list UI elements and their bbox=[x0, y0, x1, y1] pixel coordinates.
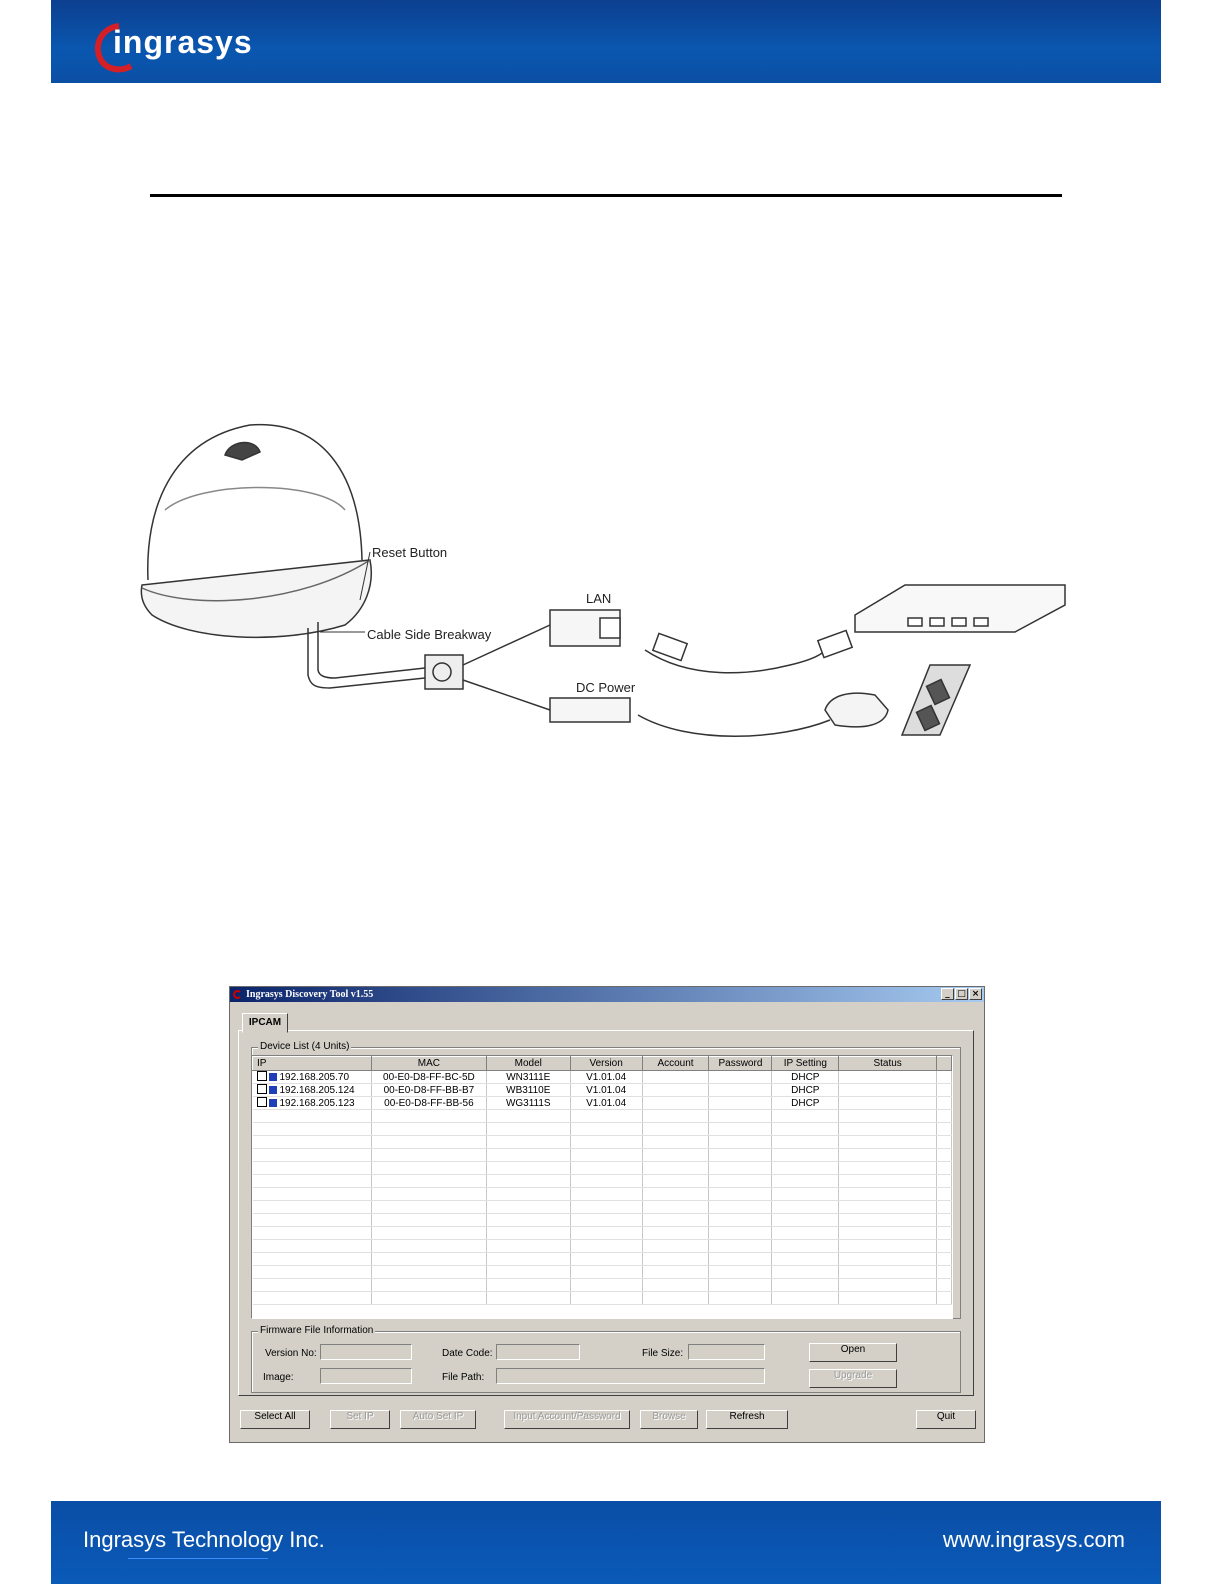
column-header-version[interactable]: Version bbox=[570, 1057, 642, 1071]
empty-cell bbox=[772, 1149, 839, 1162]
empty-cell bbox=[570, 1123, 642, 1136]
image-field[interactable] bbox=[320, 1368, 412, 1384]
empty-cell bbox=[709, 1240, 772, 1253]
empty-cell bbox=[936, 1084, 951, 1097]
empty-cell bbox=[253, 1110, 372, 1123]
cable-breakway-label: Cable Side Breakway bbox=[367, 627, 492, 642]
empty-cell bbox=[486, 1123, 570, 1136]
company-name: Ingrasys Technology Inc. bbox=[83, 1527, 325, 1552]
empty-cell bbox=[371, 1266, 486, 1279]
empty-cell bbox=[709, 1123, 772, 1136]
input-account-password-button[interactable]: Input Account/Password bbox=[504, 1410, 630, 1429]
firmware-group bbox=[251, 1325, 961, 1393]
empty-cell bbox=[936, 1123, 951, 1136]
browse-button[interactable]: Browse bbox=[640, 1410, 698, 1429]
empty-cell bbox=[772, 1266, 839, 1279]
empty-cell bbox=[253, 1227, 372, 1240]
empty-cell bbox=[709, 1227, 772, 1240]
table-row[interactable] bbox=[253, 1175, 952, 1188]
empty-cell bbox=[253, 1266, 372, 1279]
empty-cell bbox=[709, 1136, 772, 1149]
select-all-button[interactable]: Select All bbox=[240, 1410, 310, 1429]
empty-cell bbox=[253, 1162, 372, 1175]
empty-cell bbox=[253, 1188, 372, 1201]
version-no-label: Version No: bbox=[265, 1348, 317, 1359]
empty-cell bbox=[642, 1123, 709, 1136]
firmware-group-label: Firmware File Information bbox=[260, 1325, 374, 1336]
empty-cell bbox=[936, 1266, 951, 1279]
refresh-button[interactable]: Refresh bbox=[706, 1410, 788, 1429]
empty-cell bbox=[570, 1162, 642, 1175]
empty-cell bbox=[253, 1279, 372, 1292]
empty-cell bbox=[709, 1279, 772, 1292]
power-adapter-icon bbox=[825, 693, 888, 727]
table-row[interactable] bbox=[253, 1214, 952, 1227]
row-checkbox[interactable] bbox=[257, 1084, 267, 1094]
table-cell bbox=[709, 1071, 772, 1084]
table-row[interactable] bbox=[253, 1084, 952, 1097]
empty-cell bbox=[486, 1110, 570, 1123]
empty-cell bbox=[570, 1188, 642, 1201]
device-icon bbox=[269, 1073, 277, 1081]
empty-cell bbox=[839, 1123, 937, 1136]
device-icon bbox=[269, 1099, 277, 1107]
empty-cell bbox=[642, 1149, 709, 1162]
empty-cell bbox=[253, 1201, 372, 1214]
empty-cell bbox=[371, 1214, 486, 1227]
table-row[interactable] bbox=[253, 1266, 952, 1279]
empty-cell bbox=[371, 1123, 486, 1136]
network-switch-icon bbox=[855, 585, 1065, 632]
empty-cell bbox=[936, 1292, 951, 1305]
empty-cell bbox=[839, 1136, 937, 1149]
open-button[interactable]: Open bbox=[809, 1343, 897, 1362]
table-cell bbox=[709, 1097, 772, 1110]
device-ip-cell bbox=[253, 1084, 372, 1097]
table-row[interactable] bbox=[253, 1097, 952, 1110]
file-size-field[interactable] bbox=[688, 1344, 765, 1360]
empty-cell bbox=[772, 1253, 839, 1266]
empty-cell bbox=[839, 1227, 937, 1240]
empty-cell bbox=[371, 1279, 486, 1292]
empty-cell bbox=[486, 1227, 570, 1240]
empty-cell bbox=[642, 1188, 709, 1201]
empty-cell bbox=[772, 1162, 839, 1175]
table-header bbox=[253, 1057, 952, 1071]
table-row[interactable] bbox=[253, 1136, 952, 1149]
empty-cell bbox=[371, 1253, 486, 1266]
empty-cell bbox=[642, 1162, 709, 1175]
table-cell: 00-E0-D8-FF-BB-56 bbox=[371, 1097, 486, 1110]
empty-cell bbox=[642, 1214, 709, 1227]
table-cell bbox=[839, 1071, 937, 1084]
empty-cell bbox=[486, 1292, 570, 1305]
empty-cell bbox=[709, 1253, 772, 1266]
device-list bbox=[251, 1055, 953, 1319]
empty-cell bbox=[839, 1110, 937, 1123]
empty-cell bbox=[772, 1279, 839, 1292]
device-ip-cell bbox=[253, 1071, 372, 1084]
empty-cell bbox=[570, 1279, 642, 1292]
empty-cell bbox=[371, 1162, 486, 1175]
device-ip: 192.168.205.123 bbox=[279, 1098, 355, 1109]
image-label: Image: bbox=[263, 1372, 294, 1383]
empty-cell bbox=[486, 1149, 570, 1162]
empty-cell bbox=[570, 1201, 642, 1214]
empty-cell bbox=[839, 1279, 937, 1292]
lan-label: LAN bbox=[586, 591, 612, 606]
device-icon bbox=[269, 1086, 277, 1094]
column-header-account[interactable]: Account bbox=[642, 1057, 709, 1071]
table-row[interactable] bbox=[253, 1162, 952, 1175]
page-header bbox=[51, 0, 1161, 83]
empty-cell bbox=[936, 1149, 951, 1162]
section-divider bbox=[150, 194, 1062, 197]
device-ip-cell bbox=[253, 1097, 372, 1110]
empty-cell bbox=[642, 1266, 709, 1279]
set-ip-button[interactable]: Set IP bbox=[330, 1410, 390, 1429]
empty-cell bbox=[570, 1240, 642, 1253]
empty-cell bbox=[253, 1214, 372, 1227]
table-cell: WG3111S bbox=[486, 1097, 570, 1110]
empty-cell bbox=[570, 1136, 642, 1149]
table-cell: DHCP bbox=[772, 1097, 839, 1110]
empty-cell bbox=[839, 1188, 937, 1201]
empty-cell bbox=[486, 1240, 570, 1253]
empty-cell bbox=[772, 1136, 839, 1149]
table-row[interactable] bbox=[253, 1240, 952, 1253]
empty-cell bbox=[709, 1292, 772, 1305]
page-footer bbox=[51, 1501, 1161, 1584]
minimize-button[interactable]: _ bbox=[941, 988, 954, 1000]
empty-cell bbox=[371, 1227, 486, 1240]
empty-cell bbox=[253, 1175, 372, 1188]
device-ip: 192.168.205.70 bbox=[279, 1072, 350, 1083]
empty-cell bbox=[709, 1162, 772, 1175]
auto-set-ip-button[interactable]: Auto Set IP bbox=[400, 1410, 476, 1429]
date-code-field[interactable] bbox=[496, 1344, 580, 1360]
empty-cell bbox=[772, 1123, 839, 1136]
upgrade-button[interactable]: Upgrade bbox=[809, 1369, 897, 1388]
empty-cell bbox=[371, 1175, 486, 1188]
empty-cell bbox=[936, 1097, 951, 1110]
empty-cell bbox=[253, 1292, 372, 1305]
empty-cell bbox=[570, 1149, 642, 1162]
empty-cell bbox=[570, 1292, 642, 1305]
empty-cell bbox=[936, 1110, 951, 1123]
table-cell: DHCP bbox=[772, 1084, 839, 1097]
empty-cell bbox=[936, 1253, 951, 1266]
empty-cell bbox=[772, 1214, 839, 1227]
empty-cell bbox=[839, 1162, 937, 1175]
empty-cell bbox=[486, 1201, 570, 1214]
table-row[interactable] bbox=[253, 1253, 952, 1266]
empty-cell bbox=[486, 1253, 570, 1266]
empty-cell bbox=[936, 1162, 951, 1175]
table-cell: V1.01.04 bbox=[570, 1097, 642, 1110]
discovery-tool-window bbox=[229, 986, 985, 1443]
table-cell: WB3110E bbox=[486, 1084, 570, 1097]
empty-cell bbox=[253, 1123, 372, 1136]
empty-cell bbox=[936, 1279, 951, 1292]
empty-cell bbox=[371, 1201, 486, 1214]
tab-ipcam[interactable]: IPCAM bbox=[242, 1013, 288, 1033]
table-row[interactable] bbox=[253, 1110, 952, 1123]
empty-cell bbox=[839, 1266, 937, 1279]
empty-cell bbox=[936, 1188, 951, 1201]
empty-cell bbox=[839, 1201, 937, 1214]
column-header-model[interactable]: Model bbox=[486, 1057, 570, 1071]
empty-cell bbox=[371, 1149, 486, 1162]
empty-cell bbox=[709, 1149, 772, 1162]
empty-cell bbox=[642, 1110, 709, 1123]
empty-cell bbox=[839, 1240, 937, 1253]
empty-cell bbox=[486, 1188, 570, 1201]
empty-cell bbox=[570, 1227, 642, 1240]
table-cell bbox=[709, 1084, 772, 1097]
empty-cell bbox=[936, 1227, 951, 1240]
dome-camera-icon bbox=[141, 425, 371, 638]
table-cell bbox=[839, 1084, 937, 1097]
empty-cell bbox=[709, 1188, 772, 1201]
device-ip: 192.168.205.124 bbox=[279, 1085, 355, 1096]
empty-cell bbox=[642, 1201, 709, 1214]
brand-logo bbox=[91, 18, 321, 76]
empty-cell bbox=[486, 1279, 570, 1292]
close-button[interactable]: × bbox=[969, 988, 982, 1000]
file-path-label: File Path: bbox=[442, 1372, 485, 1383]
empty-cell bbox=[839, 1253, 937, 1266]
empty-cell bbox=[936, 1175, 951, 1188]
empty-cell bbox=[772, 1188, 839, 1201]
dc-power-label: DC Power bbox=[576, 680, 636, 695]
empty-cell bbox=[772, 1227, 839, 1240]
version-no-field[interactable] bbox=[320, 1344, 412, 1360]
row-checkbox[interactable] bbox=[257, 1071, 267, 1081]
empty-cell bbox=[709, 1266, 772, 1279]
column-header-mac[interactable]: MAC bbox=[371, 1057, 486, 1071]
empty-cell bbox=[936, 1071, 951, 1084]
table-cell: 00-E0-D8-FF-BC-5D bbox=[371, 1071, 486, 1084]
empty-cell bbox=[709, 1175, 772, 1188]
column-header-spacer bbox=[936, 1057, 951, 1071]
empty-cell bbox=[253, 1136, 372, 1149]
empty-cell bbox=[371, 1110, 486, 1123]
empty-cell bbox=[936, 1201, 951, 1214]
empty-cell bbox=[371, 1188, 486, 1201]
reset-button-label: Reset Button bbox=[372, 545, 448, 560]
device-table bbox=[252, 1056, 952, 1305]
empty-cell bbox=[371, 1136, 486, 1149]
table-cell: 00-E0-D8-FF-BB-B7 bbox=[371, 1084, 486, 1097]
date-code-label: Date Code: bbox=[442, 1348, 493, 1359]
column-header-password[interactable]: Password bbox=[709, 1057, 772, 1071]
empty-cell bbox=[642, 1279, 709, 1292]
empty-cell bbox=[486, 1136, 570, 1149]
table-row[interactable] bbox=[253, 1292, 952, 1305]
empty-cell bbox=[772, 1292, 839, 1305]
quit-button[interactable]: Quit bbox=[916, 1410, 976, 1429]
column-header-status[interactable]: Status bbox=[839, 1057, 937, 1071]
empty-cell bbox=[936, 1136, 951, 1149]
empty-cell bbox=[486, 1175, 570, 1188]
empty-cell bbox=[772, 1110, 839, 1123]
empty-cell bbox=[253, 1253, 372, 1266]
link-underline bbox=[128, 1558, 268, 1559]
empty-cell bbox=[371, 1240, 486, 1253]
empty-cell bbox=[839, 1175, 937, 1188]
title-bar bbox=[230, 987, 984, 1002]
empty-cell bbox=[253, 1240, 372, 1253]
table-row[interactable] bbox=[253, 1149, 952, 1162]
empty-cell bbox=[772, 1175, 839, 1188]
table-row[interactable] bbox=[253, 1201, 952, 1214]
row-checkbox[interactable] bbox=[257, 1097, 267, 1107]
maximize-button[interactable]: □ bbox=[955, 988, 968, 1000]
column-header-ip-setting[interactable]: IP Setting bbox=[772, 1057, 839, 1071]
empty-cell bbox=[709, 1201, 772, 1214]
empty-cell bbox=[486, 1266, 570, 1279]
empty-cell bbox=[642, 1175, 709, 1188]
table-row[interactable] bbox=[253, 1279, 952, 1292]
empty-cell bbox=[839, 1214, 937, 1227]
empty-cell bbox=[772, 1201, 839, 1214]
empty-cell bbox=[570, 1253, 642, 1266]
empty-cell bbox=[570, 1110, 642, 1123]
empty-cell bbox=[642, 1253, 709, 1266]
empty-cell bbox=[839, 1292, 937, 1305]
empty-cell bbox=[486, 1214, 570, 1227]
empty-cell bbox=[486, 1162, 570, 1175]
empty-cell bbox=[709, 1214, 772, 1227]
empty-cell bbox=[642, 1292, 709, 1305]
table-cell bbox=[642, 1084, 709, 1097]
column-header-ip[interactable]: IP bbox=[253, 1057, 372, 1071]
empty-cell bbox=[839, 1149, 937, 1162]
empty-cell bbox=[642, 1136, 709, 1149]
table-cell: V1.01.04 bbox=[570, 1084, 642, 1097]
empty-cell bbox=[772, 1240, 839, 1253]
table-cell: DHCP bbox=[772, 1071, 839, 1084]
website-link[interactable]: www.ingrasys.com bbox=[942, 1527, 1125, 1552]
brand-name: ingrasys bbox=[113, 24, 253, 60]
wall-outlet-icon bbox=[902, 665, 970, 735]
empty-cell bbox=[253, 1149, 372, 1162]
empty-cell bbox=[642, 1240, 709, 1253]
window-title: Ingrasys Discovery Tool v1.55 bbox=[246, 989, 374, 1000]
empty-cell bbox=[371, 1292, 486, 1305]
file-path-field[interactable] bbox=[496, 1368, 765, 1384]
table-cell: V1.01.04 bbox=[570, 1071, 642, 1084]
table-cell bbox=[642, 1071, 709, 1084]
table-row[interactable] bbox=[253, 1188, 952, 1201]
empty-cell bbox=[570, 1266, 642, 1279]
app-icon bbox=[233, 990, 242, 999]
empty-cell bbox=[936, 1240, 951, 1253]
table-cell bbox=[839, 1097, 937, 1110]
table-row[interactable] bbox=[253, 1123, 952, 1136]
table-cell: WN3111E bbox=[486, 1071, 570, 1084]
table-row[interactable] bbox=[253, 1071, 952, 1084]
table-cell bbox=[642, 1097, 709, 1110]
device-list-label: Device List (4 Units) bbox=[260, 1041, 350, 1052]
empty-cell bbox=[936, 1214, 951, 1227]
empty-cell bbox=[642, 1227, 709, 1240]
empty-cell bbox=[570, 1175, 642, 1188]
table-row[interactable] bbox=[253, 1227, 952, 1240]
empty-cell bbox=[709, 1110, 772, 1123]
file-size-label: File Size: bbox=[642, 1348, 684, 1359]
connection-diagram bbox=[130, 410, 1075, 770]
empty-cell bbox=[570, 1214, 642, 1227]
